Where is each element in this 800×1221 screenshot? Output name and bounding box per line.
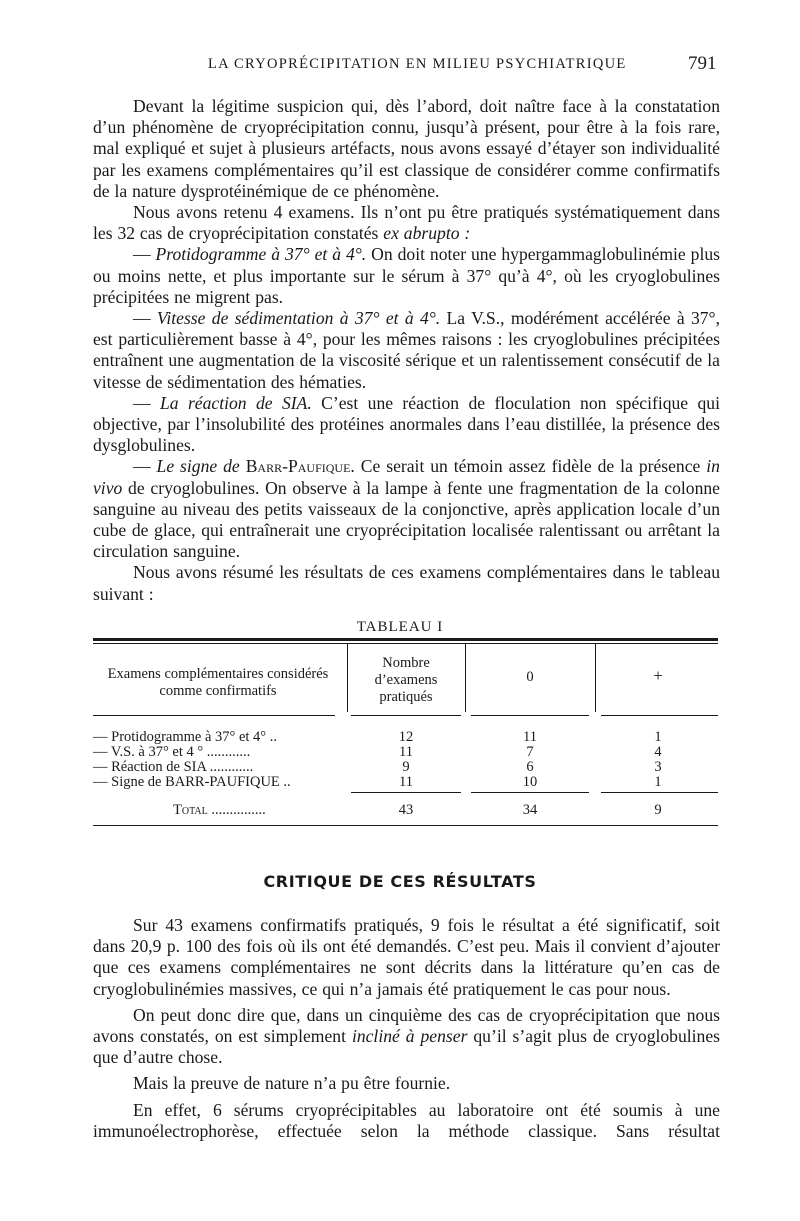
critique-section (93, 915, 720, 1142)
cell-plus: 1 (654, 729, 662, 745)
exam-paragraph (93, 244, 720, 308)
header-underline (471, 715, 589, 716)
row-label: — Protidogramme à 37° et 4° .. (93, 729, 277, 745)
header-exam: Examens complémentaires considérés comme confirmatifs (107, 666, 329, 699)
cell-count: 9 (402, 759, 410, 775)
dash: — (133, 392, 160, 413)
paragraph: Sur 43 examens confirmatifs pratiqués, 9 fois le résultat a été significatif, soit dans 20,9 p. 100 des fois où ils ont été demandés. C’est peu. Mais il convient d’ajouter que ces examens complémentaires ne sont décrits dans la littérature qu’en cas de cryoglobulinémies massives, ce qui n’a jamais été pratiquement le cas pour nous. (93, 915, 720, 999)
paragraph (93, 1005, 720, 1069)
table-title: TABLEAU I (356, 619, 444, 635)
row-label: — V.S. à 37° et 4 ° ............ (93, 744, 251, 760)
total-label (173, 802, 343, 818)
cell-zero: 6 (526, 759, 534, 775)
exam-paragraph (93, 308, 720, 393)
running-title: LA CRYOPRÉCIPITATION EN MILIEU PSYCHIATRIQUE (208, 56, 627, 72)
exam-text: On doit noter une hypergammaglobulinémie plus ou moins nette, et plus importante sur le sérum à 37° qu’à 4°, où les cryoglobulines précipitées ne migrent pas. (93, 244, 720, 307)
dash: — (133, 456, 157, 477)
section-heading: CRITIQUE DE CES RÉSULTATS (263, 872, 537, 891)
intro-section (93, 96, 720, 605)
cell-zero: 10 (522, 774, 538, 790)
table-bottom-rule (93, 825, 718, 826)
exam-text: C’est une réaction de floculation non spécifique qui objective, par l’insolubilité des protéines anormales dans l’eau distillée, la présence des dysglobulines. (93, 392, 720, 456)
column-divider (595, 644, 596, 712)
paragraph: En effet, 6 sérums cryoprécipitables au laboratoire ont été soumis à une immunoélectrophorèse, effectuée selon la méthode classique. Sans résultat (93, 1099, 720, 1141)
text-span: Nous avons retenu 4 examens. Ils n’ont pu être pratiqués systématiquement dans les 32 cas de cryoprécipitation constatés (93, 202, 720, 244)
table-top-rule (93, 638, 718, 641)
exam-paragraph (93, 393, 720, 457)
author-name: Barr-Paufique. (245, 456, 355, 477)
total-plus: 9 (654, 802, 662, 818)
cell-zero: 7 (526, 744, 534, 760)
emphasis: ex abrupto : (383, 223, 471, 244)
header-underline (93, 715, 335, 716)
summary-paragraph: Nous avons résumé les résultats de ces examens complémentaires dans le tableau suivant : (93, 562, 720, 604)
paragraph: Mais la preuve de nature n’a pu être fournie. (133, 1073, 451, 1094)
page-number: 791 (688, 53, 717, 74)
cell-plus: 3 (654, 759, 662, 775)
exam-title: La réaction de SIA. (159, 392, 312, 413)
table-top-rule-thin (93, 643, 718, 644)
total-rule (471, 792, 589, 793)
cell-count: 11 (399, 744, 413, 760)
header-count: Nombre d’examens pratiqués (374, 655, 438, 705)
total-zero: 34 (522, 802, 538, 818)
total-rule (601, 792, 718, 793)
cell-count: 11 (399, 774, 413, 790)
text-span: On peut donc dire que, dans un cinquième des cas de cryoprécipitation que nous avons constatés, on est simplement (93, 1004, 720, 1047)
header-zero: 0 (526, 669, 534, 685)
exam-title: Protidogramme à 37° et à 4°. (155, 244, 367, 265)
total-dots: ............... (207, 802, 266, 818)
cell-plus: 1 (654, 774, 662, 790)
total-count: 43 (398, 802, 414, 818)
column-divider (465, 644, 466, 712)
column-divider (347, 644, 348, 712)
text-span: qu’il s’agit plus de cryoglobulines que d’autre chose. (93, 1026, 720, 1068)
results-table (93, 638, 718, 828)
emphasis: incliné à penser (351, 1026, 468, 1047)
paragraph (93, 202, 720, 244)
running-head (0, 53, 800, 80)
exam-text: de cryoglobulines. On observe à la lampe à fente une fragmentation de la colonne sanguine au niveau des petits vaisseaux de la conjonctive, après application locale d’un cube de glace, qui entraînerait une cryoprécipitation localisée ralentissant ou arrêtant la circulation sanguine. (93, 477, 720, 562)
cell-zero: 11 (523, 729, 537, 745)
header-underline (351, 715, 461, 716)
exam-text: Ce serait un témoin assez fidèle de la présence (354, 456, 707, 477)
total-word: Total (173, 802, 208, 818)
row-label: — Réaction de SIA ............ (93, 759, 254, 775)
exam-paragraph (93, 456, 720, 562)
cell-plus: 4 (654, 744, 662, 760)
total-rule (351, 792, 461, 793)
header-plus: + (653, 666, 663, 685)
exam-title: Vitesse de sédimentation à 37° et à 4°. (156, 308, 441, 329)
exam-text: La V.S., modérément accélérée à 37°, est particulièrement basse à 4°, pour les mêmes raisons : les cryoglobulines précipitées entraînent une augmentation de la viscosité sérique et un ralentissement consécutif de la vitesse de sédimentation des hématies. (93, 308, 720, 392)
exam-title: Le signe de (156, 456, 240, 477)
dash: — (133, 308, 157, 329)
row-label: — Signe de BARR-PAUFIQUE .. (93, 774, 291, 790)
dash: — (133, 244, 156, 265)
header-underline (601, 715, 718, 716)
emphasis: in vivo (93, 456, 720, 498)
paragraph: Devant la légitime suspicion qui, dès l’abord, doit naître face à la constatation d’un phénomène de cryoprécipitation connu, jusqu’à présent, pour être à la fois rare, mal expliqué et sujet à plusieurs artéfacts, nous avons essayé d’étayer son individualité par les examens complémentaires qu’il est classique de considérer comme confirmatifs de la nature dysprotéinémique de ce phénomène. (93, 96, 720, 201)
cell-count: 12 (398, 729, 414, 745)
